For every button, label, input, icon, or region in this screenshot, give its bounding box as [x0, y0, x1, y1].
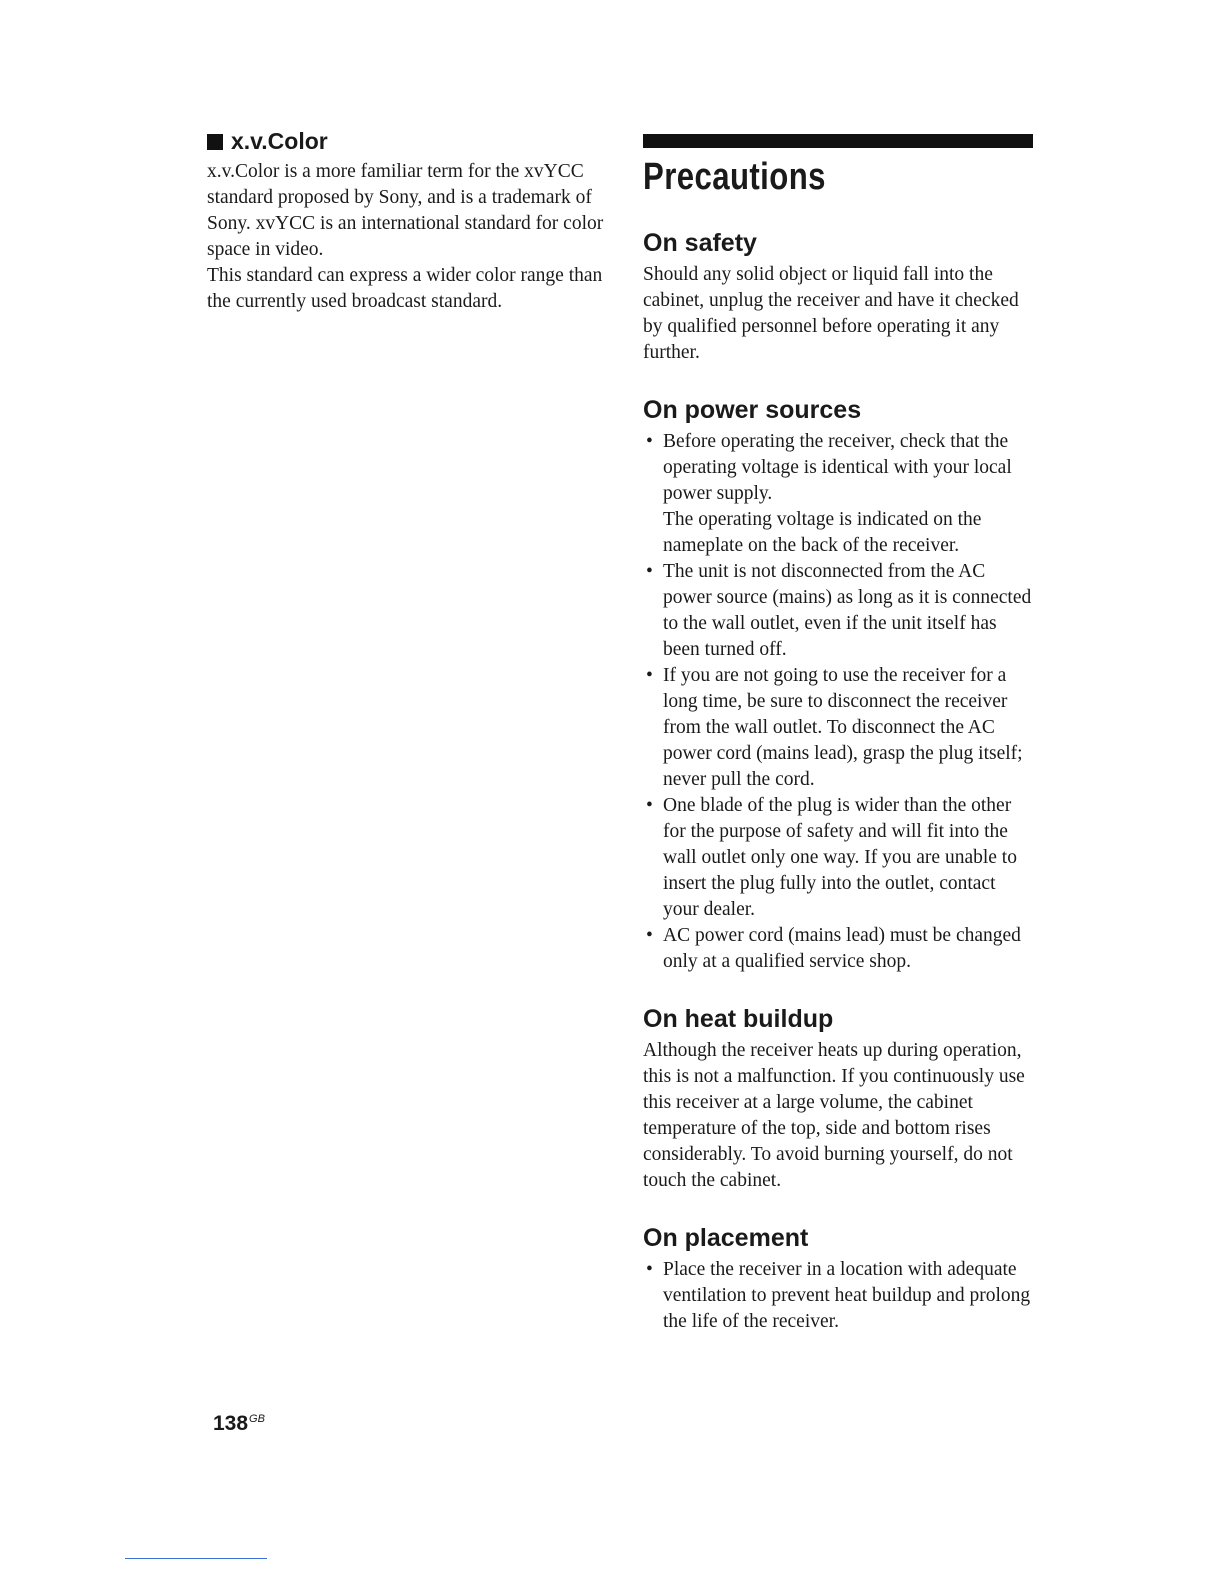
- black-square-icon: [207, 134, 223, 150]
- list-item: [643, 1257, 1035, 1335]
- page-number-suffix: GB: [249, 1413, 265, 1425]
- power-item-2: The unit is not disconnected from the AC power source (mains) as long as it is connected to the wall outlet, even if the unit itself has been turned off.: [663, 561, 1032, 660]
- xvcolor-paragraph-2: This standard can express a wider color range than the currently used broadcast standard.: [207, 265, 603, 312]
- xvcolor-heading-text: x.v.Color: [231, 128, 328, 154]
- xvcolor-paragraph-1: x.v.Color is a more familiar term for the xvYCC standard proposed by Sony, and is a trademark of Sony. xvYCC is an international standard for color space in video.: [207, 161, 604, 260]
- left-column: [207, 128, 607, 315]
- placement-item-1: Place the receiver in a location with adequate ventilation to prevent heat buildup and prolong the life of the receiver.: [663, 1259, 1031, 1332]
- list-item: [643, 923, 1035, 975]
- bullet-icon: •: [646, 795, 653, 816]
- bullet-icon: •: [646, 1259, 653, 1280]
- bullet-icon: •: [646, 925, 653, 946]
- power-item-1: Before operating the receiver, check that the operating voltage is identical with your local power supply.: [663, 431, 1012, 504]
- heat-heading: On heat buildup: [643, 1005, 834, 1033]
- power-item-5: AC power cord (mains lead) must be changed only at a qualified service shop.: [663, 925, 1021, 972]
- placement-list: [643, 1257, 1035, 1335]
- power-item-4: One blade of the plug is wider than the other for the purpose of safety and will fit into the wall outlet only one way. If you are unable to insert the plug fully into the outlet, contact your dealer.: [663, 795, 1017, 920]
- list-item: [643, 663, 1035, 793]
- list-item: [643, 559, 1035, 663]
- power-list: [643, 429, 1035, 975]
- bullet-icon: •: [646, 431, 653, 452]
- power-item-3: If you are not going to use the receiver for a long time, be sure to disconnect the receiver from the wall outlet. To disconnect the AC power cord (mains lead), grasp the plug itself; never pull the cord.: [663, 665, 1023, 790]
- page-number-value: 138: [213, 1412, 249, 1435]
- xvcolor-heading: [207, 128, 607, 155]
- page-title: Precautions: [643, 156, 826, 198]
- section-heat-buildup: [643, 1005, 1035, 1194]
- power-item-1-continuation: The operating voltage is indicated on the nameplate on the back of the receiver.: [663, 509, 982, 556]
- right-column: [643, 134, 1035, 1365]
- list-item: [643, 429, 1035, 559]
- placement-heading: On placement: [643, 1224, 809, 1252]
- section-safety: [643, 229, 1035, 366]
- list-item: [643, 793, 1035, 923]
- safety-text: Should any solid object or liquid fall into the cabinet, unplug the receiver and have it checked by qualified personnel before operating it any further.: [643, 264, 1019, 363]
- section-power-sources: [643, 396, 1035, 975]
- heat-text: Although the receiver heats up during operation, this is not a malfunction. If you continuously use this receiver at a large volume, the cabinet temperature of the top, side and bottom rises considerably. To avoid burning yourself, do not touch the cabinet.: [643, 1040, 1025, 1191]
- bullet-icon: •: [646, 665, 653, 686]
- section-placement: [643, 1224, 1035, 1335]
- power-heading: On power sources: [643, 396, 862, 424]
- bullet-icon: •: [646, 561, 653, 582]
- footer-rule: [125, 1558, 267, 1559]
- page-number: [213, 1412, 265, 1436]
- title-rule: [643, 134, 1033, 148]
- safety-heading: On safety: [643, 229, 757, 257]
